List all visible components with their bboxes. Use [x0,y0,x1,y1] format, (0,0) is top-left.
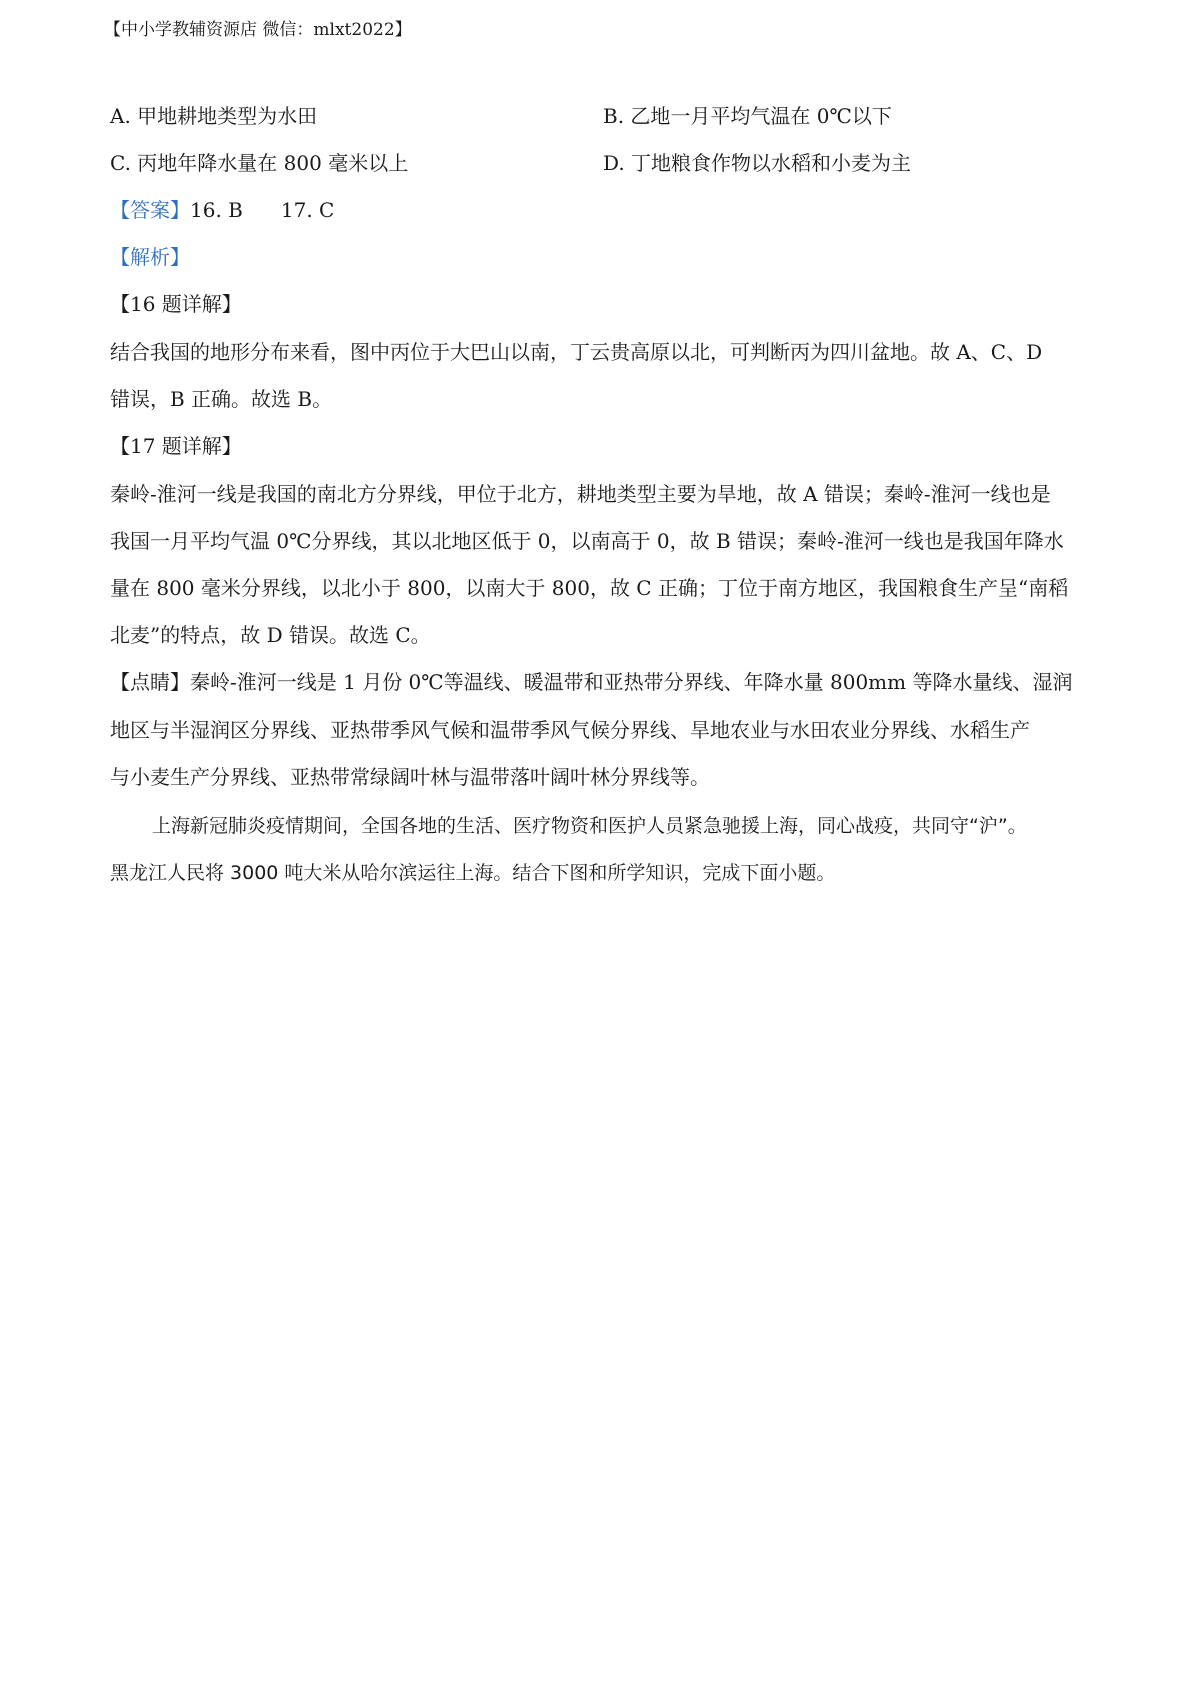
dianjing-label: 【点睛】 [110,670,190,694]
detail-17-line: 北麦”的特点，故 D 错误。故选 C。 [110,623,431,647]
page-header: 【中小学教辅资源店 微信：mlxt2022】 [104,20,412,40]
detail-17-line: 量在 800 毫米分界线，以北小于 800，以南大于 800，故 C 正确；丁位于南方地区，我国粮食生产呈“南稻 [110,576,1069,600]
detail-17-line: 秦岭-淮河一线是我国的南北方分界线，甲位于北方，耕地类型主要为旱地，故 A 错误；秦岭-淮河一线也是 [110,482,1051,506]
detail-16-title: 【16 题详解】 [110,292,242,316]
option-a: A. 甲地耕地类型为水田 [110,104,318,128]
option-d: D. 丁地粮食作物以水稻和小麦为主 [603,151,912,175]
answer-line [110,196,334,224]
answer-label: 【答案】 [110,198,190,222]
option-c: C. 丙地年降水量在 800 毫米以上 [110,151,409,175]
dianjing-line: 地区与半湿润区分界线、亚热带季风气候和温带季风气候分界线、旱地农业与水田农业分界线、水稻生产 [110,718,1030,742]
analysis-label: 【解析】 [110,245,190,269]
dianjing-line: 与小麦生产分界线、亚热带常绿阔叶林与温带落叶阔叶林分界线等。 [110,765,710,789]
detail-17-line: 我国一月平均气温 0℃分界线，其以北地区低于 0，以南高于 0，故 B 错误；秦岭-淮河一线也是我国年降水 [110,529,1064,553]
intro-line: 上海新冠肺炎疫情期间，全国各地的生活、医疗物资和医护人员紧急驰援上海，同心战疫，共同守“沪”。 [152,815,1027,837]
answer-17: 17. C [280,198,335,222]
detail-17-title: 【17 题详解】 [110,434,242,458]
answer-16: 16. B [190,198,243,222]
intro-line: 黑龙江人民将 3000 吨大米从哈尔滨运往上海。结合下图和所学知识，完成下面小题。 [110,862,836,884]
dianjing-text: 秦岭-淮河一线是 1 月份 0℃等温线、暖温带和亚热带分界线、年降水量 800mm 等降水量线、湿润 [190,670,1073,694]
option-b: B. 乙地一月平均气温在 0℃以下 [603,104,892,128]
dianjing-line [110,668,1072,696]
detail-16-line: 结合我国的地形分布来看，图中丙位于大巴山以南，丁云贵高原以北，可判断丙为四川盆地。故 A、C、D [110,340,1043,364]
detail-16-line: 错误，B 正确。故选 B。 [110,387,333,411]
